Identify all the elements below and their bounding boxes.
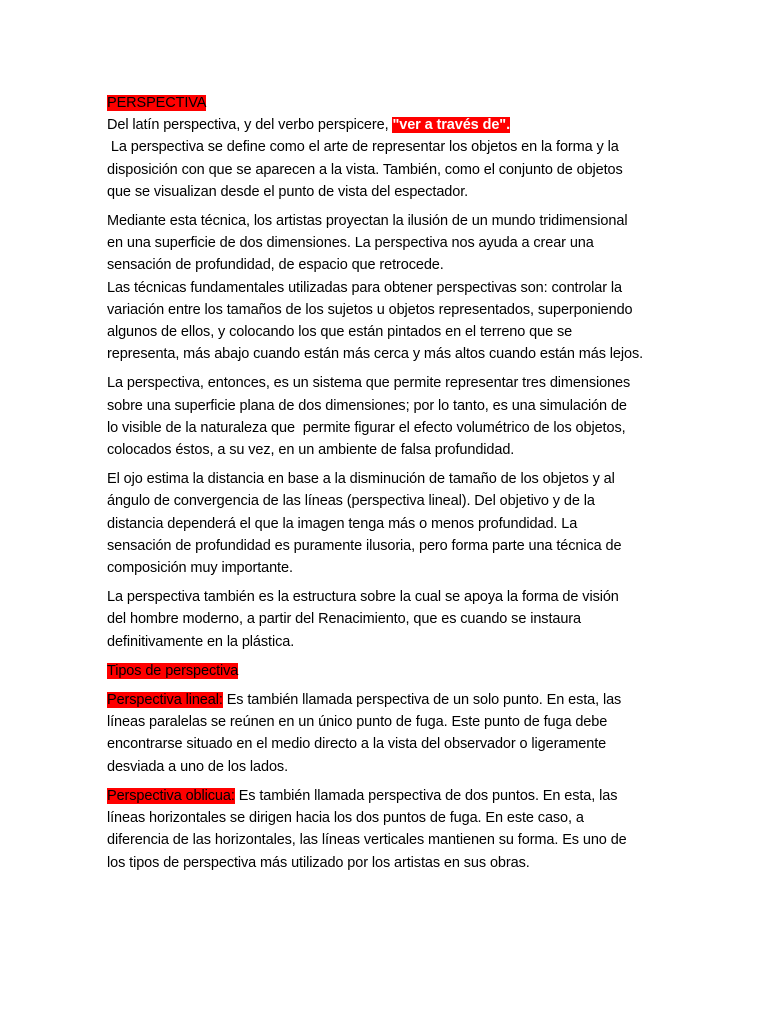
- intro-text: Del latín perspectiva, y del verbo perspicere,: [107, 117, 393, 134]
- lineal-label: Perspectiva lineal:: [107, 692, 223, 709]
- paragraph-line: ángulo de convergencia de las líneas (perspectiva lineal). Del objetivo y de la: [107, 493, 595, 510]
- oblicua-text: Es también llamada perspectiva de dos puntos. En esta, las: [234, 787, 618, 804]
- paragraph-line: los tipos de perspectiva más utilizado por los artistas en sus obras.: [107, 854, 530, 871]
- section-heading: Tipos de perspectiva: [107, 662, 239, 679]
- paragraph-line: líneas paralelas se reúnen en un único punto de fuga. Este punto de fuga debe: [107, 714, 608, 731]
- paragraph-line: en una superficie de dos dimensiones. La perspectiva nos ayuda a crear una: [107, 235, 594, 252]
- intro-paragraph: [107, 114, 667, 203]
- paragraph-line: encontrarse situado en el medio directo a la vista del observador o ligeramente: [107, 736, 607, 753]
- technique-paragraph: [107, 210, 667, 365]
- paragraph-line: variación entre los tamaños de los sujetos u objetos representados, superponiendo: [107, 301, 633, 318]
- paragraph-line: definitivamente en la plástica.: [107, 633, 295, 650]
- paragraph-line: lo visible de la naturaleza que permite figurar el efecto volumétrico de los objetos,: [107, 419, 626, 436]
- paragraph-line: líneas horizontales se dirigen hacia los dos puntos de fuga. En este caso, a: [107, 810, 584, 827]
- paragraph-line: El ojo estima la distancia en base a la disminución de tamaño de los objetos y al: [107, 471, 615, 488]
- intro-line: que se visualizan desde el punto de vista del espectador.: [107, 183, 469, 200]
- paragraph-line: La perspectiva, entonces, es un sistema que permite representar tres dimensiones: [107, 375, 631, 392]
- paragraph-line: sobre una superficie plana de dos dimensiones; por lo tanto, es una simulación de: [107, 397, 627, 414]
- paragraph-line: La perspectiva también es la estructura sobre la cual se apoya la forma de visión: [107, 589, 619, 606]
- intro-line: disposición con que se aparecen a la vista. También, como el conjunto de objetos: [107, 161, 623, 178]
- document-page: [107, 92, 667, 874]
- paragraph-line: sensación de profundidad es puramente ilusoria, pero forma parte una técnica de: [107, 537, 622, 554]
- intro-highlight: "ver a través de".: [392, 117, 511, 134]
- paragraph-line: del hombre moderno, a partir del Renacimiento, que es cuando se instaura: [107, 611, 581, 628]
- oblicua-paragraph: [107, 785, 667, 874]
- paragraph-line: desviada a uno de los lados.: [107, 758, 288, 775]
- oblicua-first-line: [107, 785, 667, 807]
- structure-paragraph: [107, 586, 667, 653]
- paragraph-line: distancia dependerá el que la imagen tenga más o menos profundidad. La: [107, 515, 578, 532]
- system-paragraph: [107, 372, 667, 461]
- eye-paragraph: [107, 468, 667, 579]
- paragraph-line: algunos de ellos, y colocando los que están pintados en el terreno que se: [107, 324, 573, 341]
- lineal-first-line: [107, 689, 667, 711]
- subheading-line: [107, 660, 667, 682]
- page-title: PERSPECTIVA: [107, 95, 207, 111]
- intro-line: [107, 114, 667, 136]
- lineal-paragraph: [107, 689, 667, 778]
- intro-line: La perspectiva se define como el arte de representar los objetos en la forma y la: [107, 139, 619, 156]
- paragraph-line: diferencia de las horizontales, las líneas verticales mantienen su forma. Es uno de: [107, 832, 627, 849]
- paragraph-line: sensación de profundidad, de espacio que retrocede.: [107, 257, 444, 274]
- oblicua-label: Perspectiva oblicua:: [107, 787, 235, 804]
- paragraph-line: Las técnicas fundamentales utilizadas para obtener perspectivas son: controlar la: [107, 279, 623, 296]
- paragraph-line: composición muy importante.: [107, 560, 293, 577]
- paragraph-line: representa, más abajo cuando están más cerca y más altos cuando están más lejos.: [107, 346, 644, 363]
- paragraph-line: Mediante esta técnica, los artistas proyectan la ilusión de un mundo tridimensional: [107, 213, 628, 230]
- lineal-text: Es también llamada perspectiva de un solo punto. En esta, las: [222, 692, 622, 709]
- paragraph-line: colocados éstos, a su vez, en un ambiente de falsa profundidad.: [107, 442, 515, 459]
- heading-line: [107, 92, 667, 114]
